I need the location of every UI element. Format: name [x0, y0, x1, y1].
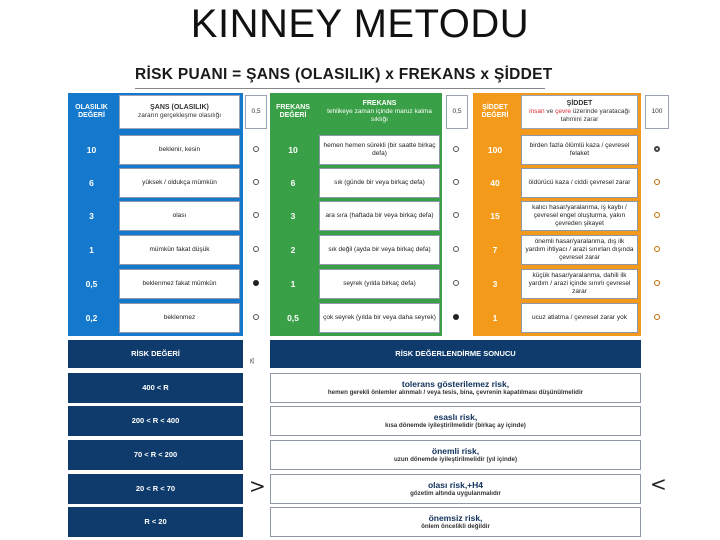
olasilik-desc: beklenmez	[119, 303, 240, 333]
risk-result-subtitle: uzun dönemde iyileştirilmelidir (yıl içinde)	[393, 456, 518, 464]
risk-value-row: 400 < R	[68, 373, 243, 403]
greater-than-icon: >	[249, 474, 266, 498]
siddet-value-header-label: ŞİDDET DEĞERİ	[481, 103, 509, 119]
siddet-factor: 100	[651, 108, 663, 116]
risk-result-subtitle: hemen gerekli önlemler alınmalı / veya tesis, bina, çevrenin kapatılması düşünülmelidir	[327, 389, 584, 397]
risk-value-header: RİSK DEĞERİ	[68, 340, 243, 368]
olasilik-desc: mümkün fakat düşük	[119, 235, 240, 265]
siddet-desc: önemli hasar/yaralanma, dış ilk yardım ihtiyacı / arazi sınırları dışında çevresel zarar	[521, 235, 638, 265]
olasilik-value: 0,2	[85, 313, 98, 323]
siddet-desc: öldürücü kaza / ciddi çevresel zarar	[521, 168, 638, 198]
formula-underline	[135, 88, 545, 89]
sans-header	[119, 95, 240, 129]
siddet-sub-ve: ve	[544, 108, 556, 116]
siddet-value: 40	[490, 178, 500, 188]
risk-result-row	[270, 507, 641, 537]
frekans-value: 3	[290, 211, 296, 221]
risk-value-row: 20 < R < 70	[68, 474, 243, 504]
risk-value-row: R < 20	[68, 507, 243, 537]
olasilik-desc: yüksek / oldukça mümkün	[119, 168, 240, 198]
siddet-desc: birden fazla ölümlü kaza / çevresel felaket	[521, 135, 638, 165]
risk-result-title: tolerans gösterilemez risk,	[401, 378, 510, 389]
olasilik-value: 6	[89, 178, 94, 188]
risk-value-row: 200 < R < 400	[68, 406, 243, 436]
frekans-desc: çok seyrek (yılda bir veya daha seyrek)	[319, 303, 440, 333]
frekans-value-header	[270, 95, 316, 129]
siddet-sub-insan: insan	[529, 108, 545, 116]
olasilik-value-header	[68, 95, 115, 129]
siddet-header-subtitle	[522, 108, 637, 124]
frekans-desc: ara sıra (haftada bir veya birkaç defa)	[319, 201, 440, 231]
siddet-factor-box	[645, 95, 669, 129]
frekans-radio[interactable]	[453, 246, 459, 252]
olasilik-desc: beklenir, kesin	[119, 135, 240, 165]
less-than-icon: <	[650, 472, 667, 496]
siddet-value: 15	[490, 211, 500, 221]
siddet-header-title: ŞİDDET	[566, 100, 593, 107]
siddet-desc: ucuz atlatma / çevresel zarar yok	[521, 303, 638, 333]
frekans-value-header-label: FREKANS DEĞERİ	[276, 103, 310, 119]
siddet-value: 100	[487, 145, 503, 155]
frekans-radio[interactable]	[453, 212, 459, 218]
siddet-radio-selected[interactable]	[654, 146, 660, 152]
olasilik-value-header-label: OLASILIK DEĞERİ	[75, 103, 108, 119]
frekans-factor-box	[446, 95, 468, 129]
siddet-dot-strip	[648, 133, 668, 336]
frekans-radio[interactable]	[453, 179, 459, 185]
risk-result-header: RİSK DEĞERLENDİRME SONUCU	[270, 340, 641, 368]
siddet-header	[521, 95, 638, 129]
siddet-radio[interactable]	[654, 246, 660, 252]
risk-result-subtitle: kısa dönemde iyileştirilmelidir (birkaç ay içinde)	[385, 422, 526, 430]
frekans-radio[interactable]	[453, 280, 459, 286]
risk-result-title: esaslı risk,	[433, 411, 478, 422]
risk-result-title: olası risk,+H4	[427, 479, 484, 490]
frekans-radio[interactable]	[453, 146, 459, 152]
siddet-radio[interactable]	[654, 212, 660, 218]
siddet-desc: kalıcı hasar/yaralanma, iş kaybı / çevresel engel oluşturma, yakın çevreden şikayet	[521, 201, 638, 231]
olasilik-radio[interactable]	[253, 179, 259, 185]
frekans-value: 0,5	[287, 313, 299, 323]
siddet-value-header	[473, 95, 517, 129]
frekans-value: 1	[290, 279, 296, 289]
risk-result-subtitle: gözetim altında uygulanmalıdır	[410, 490, 501, 498]
sans-factor: 0,5	[251, 108, 261, 116]
siddet-value: 7	[492, 245, 498, 255]
risk-result-title: önemsiz risk,	[428, 512, 483, 523]
frekans-value: 2	[290, 245, 296, 255]
risk-result-row	[270, 373, 641, 403]
risk-result-row	[270, 474, 641, 504]
sans-header-subtitle: zararın gerçekleşme olasılığı	[137, 112, 222, 120]
siddet-desc: küçük hasar/yaralanma, dahili ilk yardım / arazi içinde sınırlı çevresel zarar	[521, 269, 638, 299]
olasilik-desc: olası	[119, 201, 240, 231]
frekans-desc: sık değil (ayda bir veya birkaç defa)	[319, 235, 440, 265]
risk-result-title: önemli risk,	[431, 445, 480, 456]
siddet-sub-rest: üzerinde yaratacağı tahmini zarar	[560, 108, 630, 124]
risk-value-row: 70 < R < 200	[68, 440, 243, 470]
frekans-value: 6	[290, 178, 296, 188]
siddet-sub-cevre: çevre	[555, 108, 572, 116]
frekans-header-subtitle: tehlikeye zaman içinde maruz kalma sıklığı	[327, 108, 432, 124]
risk-formula: RİSK PUANI = ŞANS (OLASILIK) x FREKANS x ŞİDDET	[135, 66, 553, 83]
olasilik-radio[interactable]	[253, 146, 259, 152]
olasilik-desc: beklenmez fakat mümkün	[119, 269, 240, 299]
frekans-desc: sık (günde bir veya birkaç defa)	[319, 168, 440, 198]
risk-result-row	[270, 406, 641, 436]
olasilik-value: 0,5	[85, 279, 98, 289]
olasilik-radio[interactable]	[253, 246, 259, 252]
frekans-header-title: FREKANS	[362, 100, 397, 107]
siddet-radio[interactable]	[654, 179, 660, 185]
frekans-factor: 0,5	[452, 108, 462, 116]
siddet-radio[interactable]	[654, 314, 660, 320]
frekans-radio-selected[interactable]	[453, 314, 459, 320]
frekans-header	[319, 95, 440, 129]
divider-label: 25	[249, 358, 256, 364]
risk-result-subtitle: önlem öncelikli değildir	[421, 523, 490, 531]
risk-result-row	[270, 440, 641, 470]
olasilik-value: 10	[86, 145, 97, 155]
siddet-value: 1	[492, 313, 498, 323]
sans-header-title: ŞANS (OLASILIK)	[150, 103, 209, 111]
siddet-value: 3	[492, 279, 498, 289]
frekans-desc: hemen hemen sürekli (bir saatte birkaç defa)	[319, 135, 440, 165]
olasilik-value: 3	[89, 211, 94, 221]
olasilik-radio[interactable]	[253, 212, 259, 218]
olasilik-radio-selected[interactable]	[253, 280, 259, 286]
page-title: KINNEY METODU	[190, 2, 530, 46]
siddet-radio[interactable]	[654, 280, 660, 286]
frekans-desc: seyrek (yılda birkaç defa)	[319, 269, 440, 299]
olasilik-radio[interactable]	[253, 314, 259, 320]
olasilik-value: 1	[89, 245, 94, 255]
frekans-value: 10	[288, 145, 298, 155]
sans-factor-box	[245, 95, 267, 129]
